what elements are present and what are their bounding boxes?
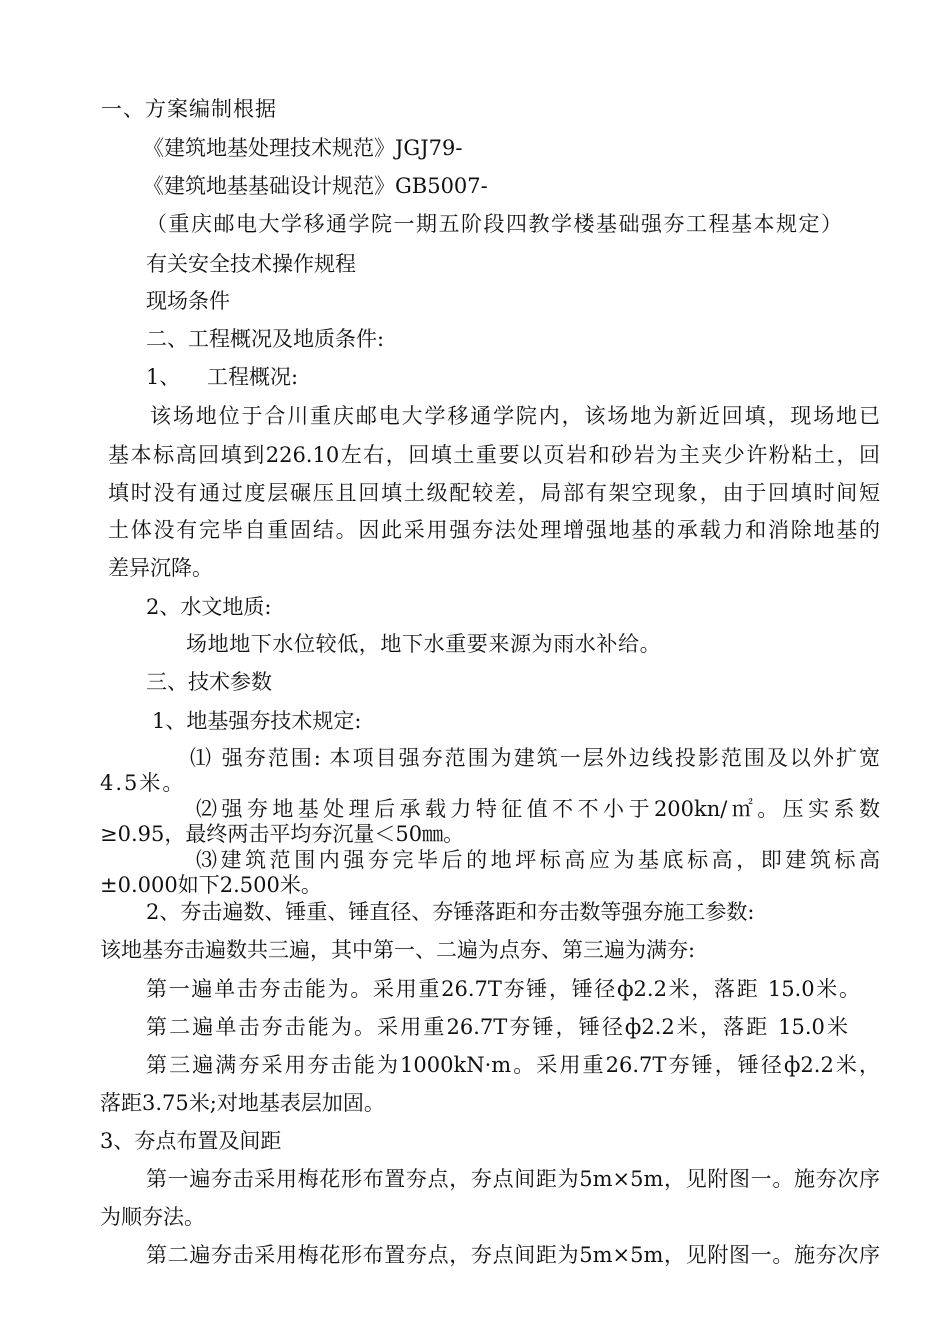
subsection-hydrology: 2、水文地质: <box>146 595 272 619</box>
reference-jgj79: 《建筑地基处理技术规范》JGJ79- <box>143 136 463 160</box>
pass-3-cont: 落距3.75米;对地基表层加固。 <box>100 1091 385 1115</box>
rule-item-3-cont: ±0.000如下2.500米。 <box>100 873 322 897</box>
reference-project-rules: （重庆邮电大学移通学院一期五阶段四教学楼基础强夯工程基本规定） <box>146 212 844 236</box>
paragraph-passes: 该地基夯击遍数共三遍，其中第一、二遍为点夯、第三遍为满夯: <box>100 938 696 962</box>
rule-item-1: ⑴ 强夯范围: 本项目强夯范围为建筑一层外边线投影范围及以外扩宽 <box>190 746 880 770</box>
pass-3-line: 第三遍满夯采用夯击能为1000kN·m。采用重26.7T夯锤，锤径ф2.2米， <box>146 1053 880 1077</box>
paragraph-hydrology: 场地地下水位较低，地下水重要来源为雨水补给。 <box>186 632 662 656</box>
pass-2-line: 第二遍单击夯击能为。采用重26.7T夯锤，锤径ф2.2米，落距 15.0米 <box>146 1015 848 1039</box>
paragraph-line: 土体没有完毕自重固结。因此采用强夯法处理增强地基的承载力和消除地基的 <box>108 518 880 542</box>
rule-item-1-cont: 4.5米。 <box>100 771 186 795</box>
reference-gb5007: 《建筑地基基础设计规范》GB5007- <box>143 174 488 198</box>
subsection-point-layout: 3、夯点布置及间距 <box>100 1129 282 1153</box>
paragraph-line: 差异沉降。 <box>108 556 213 580</box>
section-2-title: 二、工程概况及地质条件: <box>146 327 385 351</box>
pass-1-line: 第一遍单击夯击能为。采用重26.7T夯锤，锤径ф2.2米，落距 15.0米。 <box>146 977 860 1001</box>
layout-paragraph-1: 第一遍夯击采用梅花形布置夯点，夯点间距为5m×5m，见附图一。施夯次序 <box>146 1167 880 1191</box>
rule-item-3: ⑶建筑范围内强夯完毕后的地坪标高应为基底标高，即建筑标高 <box>196 848 880 872</box>
paragraph-line: 填时没有通过度层碾压且回填土级配较差，局部有架空现象，由于回填时间短 <box>108 481 880 505</box>
subsection-construction-params: 2、夯击遍数、锤重、锤直径、夯锤落距和夯击数等强夯施工参数: <box>146 900 755 924</box>
section-3-title: 三、技术参数 <box>146 670 272 694</box>
rule-item-2: ⑵强夯地基处理后承载力特征值不不小于200kn/㎡。压实系数 <box>196 797 880 821</box>
subsection-project-overview: 1、 工程概况: <box>146 365 299 389</box>
subsection-compaction-rules: 1、地基强夯技术规定: <box>152 709 362 733</box>
paragraph-line: 该场地位于合川重庆邮电大学移通学院内，该场地为新近回填，现场地已 <box>150 404 880 428</box>
rule-item-2-cont: ≥0.95，最终两击平均夯沉量＜50㎜。 <box>100 822 465 846</box>
reference-site-conditions: 现场条件 <box>146 289 230 313</box>
layout-paragraph-1-cont: 为顺夯法。 <box>100 1205 205 1229</box>
reference-safety-rules: 有关安全技术操作规程 <box>146 252 356 276</box>
section-1-title: 一、方案编制根据 <box>101 97 277 121</box>
layout-paragraph-2: 第二遍夯击采用梅花形布置夯点，夯点间距为5m×5m，见附图一。施夯次序 <box>146 1243 880 1267</box>
paragraph-line: 基本标高回填到226.10左右，回填土重要以页岩和砂岩为主夹少许粉粘土，回 <box>108 443 880 467</box>
